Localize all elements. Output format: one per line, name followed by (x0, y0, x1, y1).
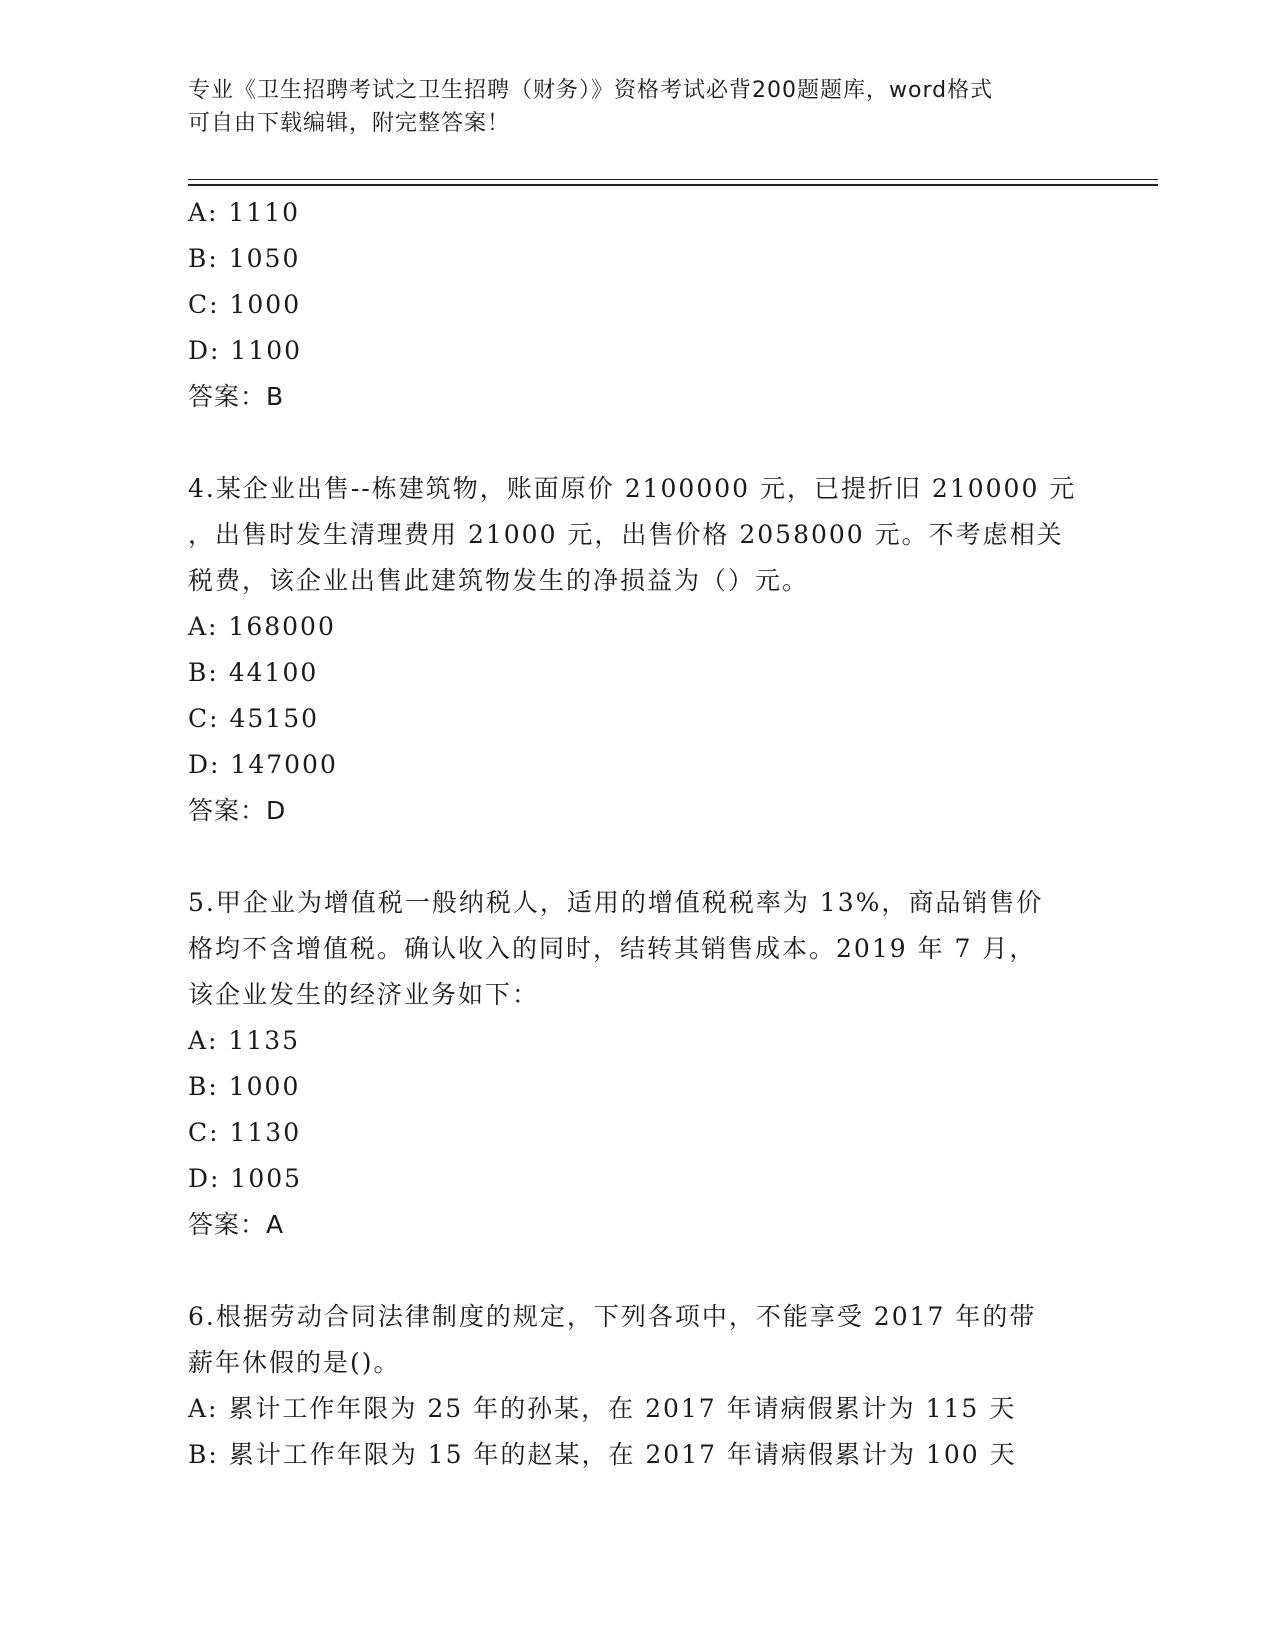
question-4 (188, 466, 1088, 834)
question-list (188, 190, 1088, 1478)
question-stem (188, 466, 1088, 604)
question-stem (188, 1294, 1088, 1386)
header-divider-thin (188, 179, 1158, 180)
spacer (188, 834, 1088, 880)
question-6 (188, 1294, 1088, 1478)
header-divider-thick (188, 184, 1158, 186)
option-c: C: 1000 (188, 290, 302, 319)
option-d: D: 147000 (188, 750, 338, 779)
option-a: A: 168000 (188, 612, 336, 641)
stem-line: 4.某企业出售--栋建筑物，账面原价 2100000 元，已提折旧 210000 元 (188, 474, 1077, 503)
stem-line: 格均不含增值税。确认收入的同时，结转其销售成本。2019 年 7 月， (188, 934, 1037, 963)
option-c: C: 45150 (188, 704, 320, 733)
spacer (188, 1248, 1088, 1294)
question-3 (188, 190, 1088, 420)
header-line-1: 专业《卫生招聘考试之卫生招聘（财务）》资格考试必背200题题库，word格式 (188, 78, 994, 103)
document-header (188, 74, 1068, 140)
answer: 答案：B (188, 382, 285, 411)
option-b: B: 1000 (188, 1072, 301, 1101)
spacer (188, 420, 1088, 466)
answer: 答案：D (188, 796, 287, 825)
option-c: C: 1130 (188, 1118, 302, 1147)
option-a: A: 1110 (188, 198, 301, 227)
question-stem (188, 880, 1088, 1018)
option-d: D: 1005 (188, 1164, 303, 1193)
answer: 答案：A (188, 1210, 285, 1239)
stem-line: 5.甲企业为增值税一般纳税人，适用的增值税税率为 13%，商品销售价 (188, 888, 1044, 917)
option-a: A: 1135 (188, 1026, 301, 1055)
stem-line: 薪年休假的是()。 (188, 1348, 401, 1377)
header-line-2: 可自由下载编辑，附完整答案！ (188, 111, 511, 136)
stem-line: 税费，该企业出售此建筑物发生的净损益为（）元。 (188, 566, 810, 595)
stem-line: ，出售时发生清理费用 21000 元，出售价格 2058000 元。不考虑相关 (188, 520, 1064, 549)
option-d: D: 1100 (188, 336, 303, 365)
option-a: A: 累计工作年限为 25 年的孙某，在 2017 年请病假累计为 115 天 (188, 1394, 1017, 1423)
option-b: B: 累计工作年限为 15 年的赵某，在 2017 年请病假累计为 100 天 (188, 1440, 1017, 1469)
option-b: B: 44100 (188, 658, 319, 687)
option-b: B: 1050 (188, 244, 301, 273)
stem-line: 该企业发生的经济业务如下： (188, 980, 540, 1009)
stem-line: 6.根据劳动合同法律制度的规定，下列各项中，不能享受 2017 年的带 (188, 1302, 1037, 1331)
question-5 (188, 880, 1088, 1248)
